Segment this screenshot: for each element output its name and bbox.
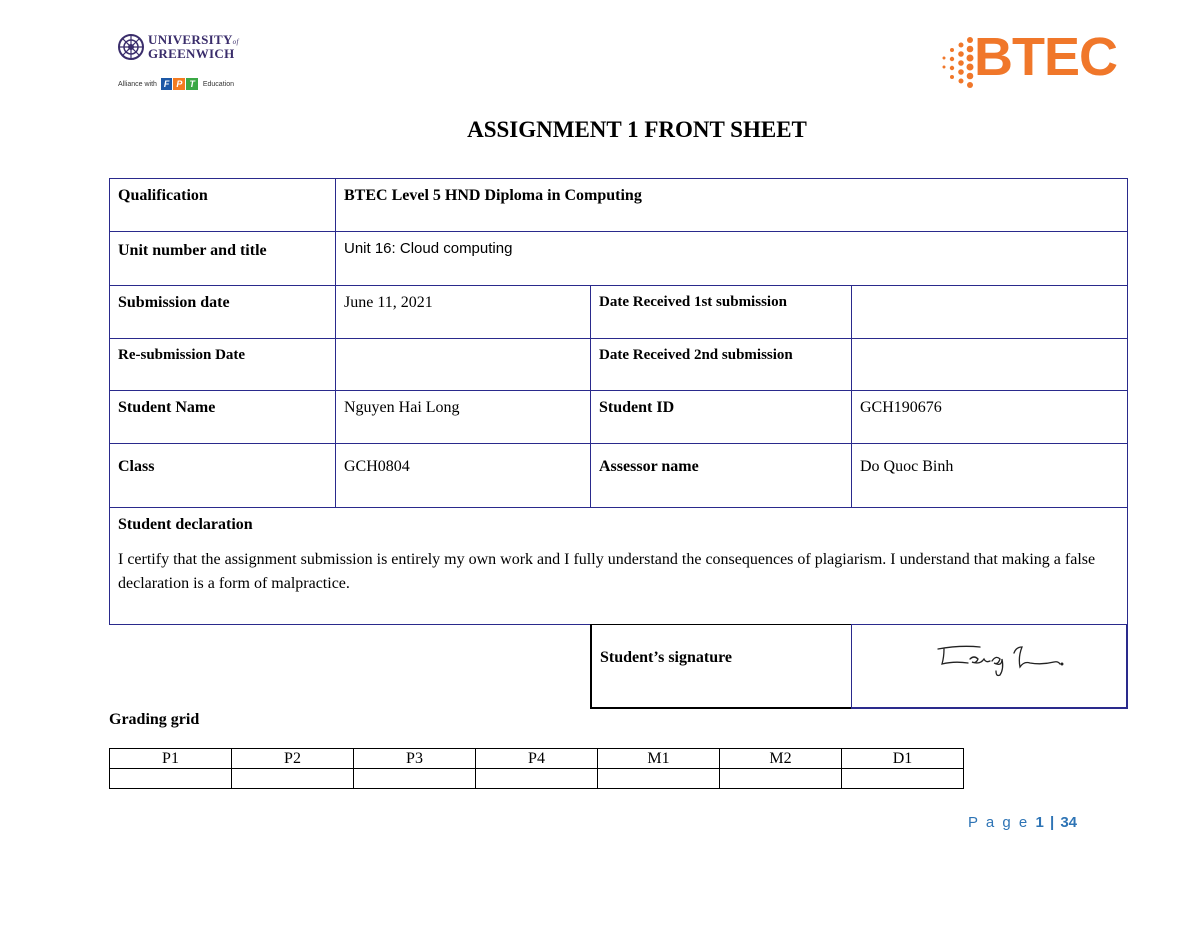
qualification-value: BTEC Level 5 HND Diploma in Computing <box>335 178 1128 232</box>
grade-header-d1: D1 <box>842 749 964 769</box>
student-name-value: Nguyen Hai Long <box>335 390 591 444</box>
grade-value-d1 <box>842 769 964 789</box>
resubmission-label: Re-submission Date <box>109 338 336 391</box>
page-title: ASSIGNMENT 1 FRONT SHEET <box>467 117 807 142</box>
class-value: GCH0804 <box>335 443 591 508</box>
date-received-2-label: Date Received 2nd submission <box>590 338 852 391</box>
grading-grid-header-row <box>110 749 964 769</box>
date-received-2-value <box>851 338 1128 391</box>
university-name <box>148 34 239 60</box>
alliance-suffix: Education <box>202 80 234 88</box>
grade-value-p2 <box>232 769 354 789</box>
submission-date-label: Submission date <box>109 285 336 339</box>
crest-icon <box>118 34 144 60</box>
university-of-greenwich-logo <box>118 32 268 94</box>
qualification-label: Qualification <box>109 178 336 232</box>
unit-value: Unit 16: Cloud computing <box>335 231 1128 286</box>
unit-label: Unit number and title <box>109 231 336 286</box>
grade-header-m1: M1 <box>598 749 720 769</box>
student-declaration <box>109 507 1128 625</box>
page-word: P a g e <box>968 814 1030 831</box>
grade-value-p4 <box>476 769 598 789</box>
grade-value-p1 <box>110 769 232 789</box>
total-pages: 34 <box>1060 814 1078 831</box>
grading-grid-title: Grading grid <box>109 711 200 728</box>
fpt-letter-p: P <box>173 78 185 90</box>
date-received-1-label: Date Received 1st submission <box>590 285 852 339</box>
btec-logo <box>936 27 1126 92</box>
assessor-label: Assessor name <box>590 443 852 508</box>
grade-header-p3: P3 <box>354 749 476 769</box>
front-sheet-table <box>109 178 1128 709</box>
signature-label: Student’s signature <box>590 624 852 709</box>
grade-header-m2: M2 <box>720 749 842 769</box>
grade-header-p4: P4 <box>476 749 598 769</box>
btec-dots-icon <box>936 32 976 92</box>
handwritten-signature-icon <box>930 637 1090 687</box>
student-id-label: Student ID <box>590 390 852 444</box>
page-separator: | <box>1049 814 1055 831</box>
assessor-value: Do Quoc Binh <box>851 443 1128 508</box>
alliance-prefix: Alliance with <box>118 80 157 88</box>
grade-value-m1 <box>598 769 720 789</box>
signature-box <box>851 624 1128 709</box>
university-line2: GREENWICH <box>148 46 235 61</box>
submission-date-value: June 11, 2021 <box>335 285 591 339</box>
resubmission-value <box>335 338 591 391</box>
declaration-text: I certify that the assignment submission is entirely my own work and I fully understand the consequences of plagiarism. I understand that making a false declaration is a form of malpractice. <box>118 551 1096 592</box>
page-number <box>968 814 1077 831</box>
grade-header-p2: P2 <box>232 749 354 769</box>
grading-grid <box>109 748 964 789</box>
student-id-value: GCH190676 <box>851 390 1128 444</box>
declaration-heading: Student declaration <box>118 516 253 533</box>
date-received-1-value <box>851 285 1128 339</box>
grading-grid-value-row <box>110 769 964 789</box>
fpt-letter-f: F <box>161 78 173 90</box>
fpt-letter-t: T <box>186 78 198 90</box>
fpt-logo <box>161 78 199 90</box>
university-line1: UNIVERSITY <box>148 32 233 47</box>
btec-wordmark: BTEC <box>974 27 1117 87</box>
grade-value-m2 <box>720 769 842 789</box>
grade-header-p1: P1 <box>110 749 232 769</box>
alliance-line <box>118 78 234 90</box>
grade-value-p3 <box>354 769 476 789</box>
student-name-label: Student Name <box>109 390 336 444</box>
current-page: 1 <box>1035 814 1044 831</box>
university-of: of <box>232 38 239 46</box>
class-label: Class <box>109 443 336 508</box>
